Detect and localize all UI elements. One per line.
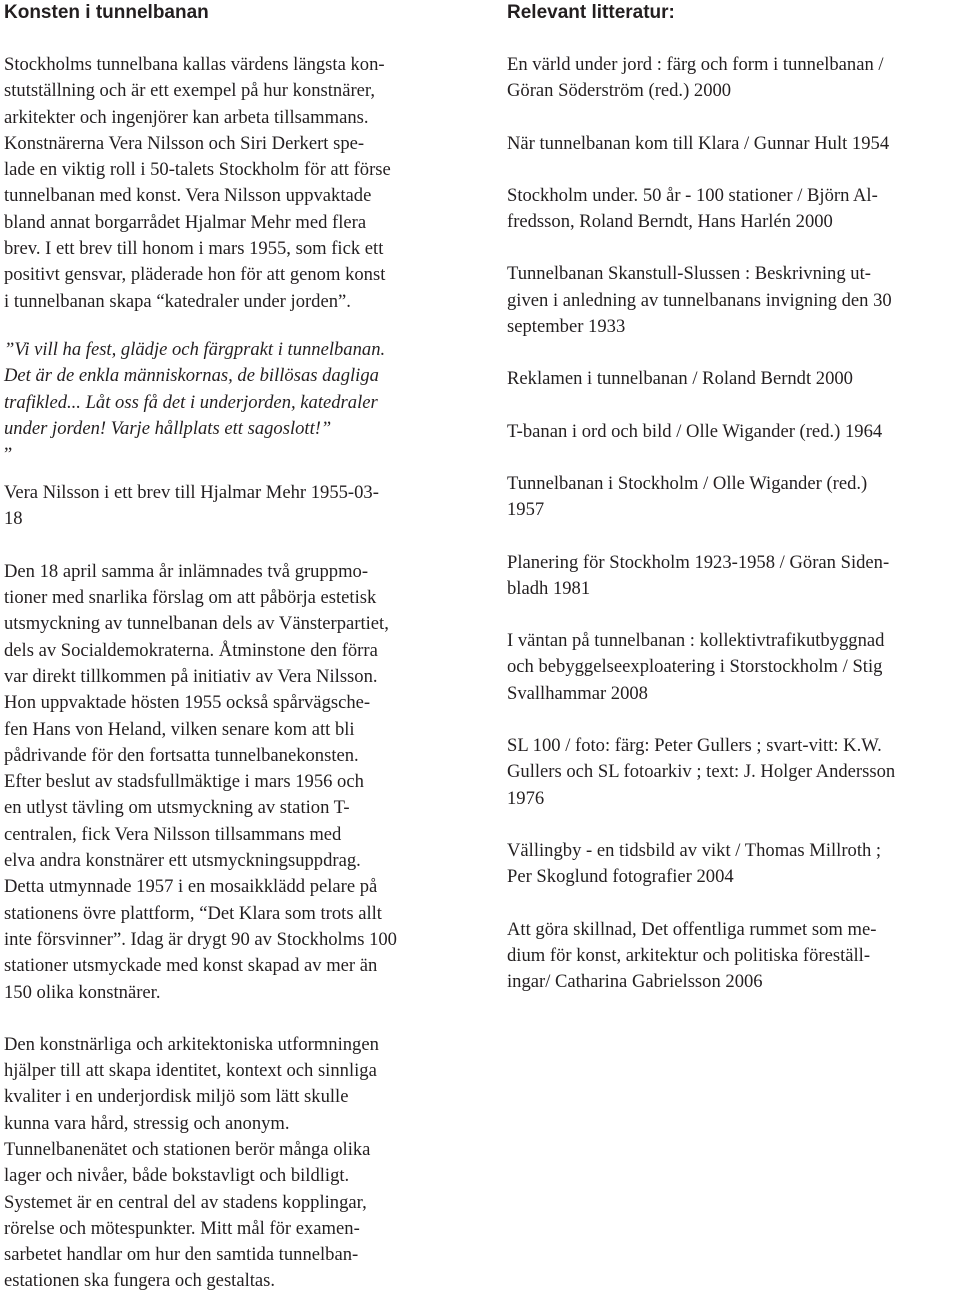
text-line: Hon uppvaktade hösten 1955 också spårvägsche- [4,692,371,714]
right-column [507,0,957,1021]
reference-line: Svallhammar 2008 [507,682,648,704]
text-line: hjälper till att skapa identitet, kontext och sinnliga [4,1060,377,1082]
reference-line: T-banan i ord och bild / Olle Wigander (red.) 1964 [507,420,883,442]
reference-line: bladh 1981 [507,577,591,599]
reference-list [507,52,957,995]
reference-item [507,733,957,812]
quote-block [4,337,474,442]
text-line: trafikled... Låt oss få det i underjorden, katedraler [4,391,378,413]
reference-item [507,628,957,707]
reference-line: Att göra skillnad, Det offentliga rummet som me- [507,918,877,940]
reference-line: Vällingby - en tidsbild av vikt / Thomas Millroth ; [507,839,882,861]
reference-line: ingar/ Catharina Gabrielsson 2006 [507,971,763,993]
text-line: Detta utmynnade 1957 i en mosaikklädd pelare på [4,876,378,898]
text-line: kvaliter i en underjordisk miljö som lätt skulle [4,1086,349,1108]
text-line: fen Hans von Heland, vilken senare kom att bli [4,718,355,740]
reference-line: given i anledning av tunnelbanans invigning den 30 [507,289,892,311]
reference-line: Planering för Stockholm 1923-1958 / Göran Siden- [507,551,890,573]
section-heading-art: Konsten i tunnelbanan [4,2,209,23]
text-line: ”Vi vill ha fest, glädje och färgprakt i tunnelbanan. [4,338,386,360]
reference-line: En värld under jord : färg och form i tunnelbanan / [507,54,884,75]
text-line: Efter beslut av stadsfullmäktige i mars 1956 och [4,771,364,793]
text-line: rörelse och mötespunkter. Mitt mål för examen- [4,1217,360,1239]
quote-attribution [4,480,474,533]
reference-line: Reklamen i tunnelbanan / Roland Berndt 2000 [507,368,853,390]
reference-line: I väntan på tunnelbanan : kollektivtrafikutbyggnad [507,630,885,652]
reference-line: Per Skoglund fotografier 2004 [507,866,734,888]
design-paragraph [4,1032,474,1295]
reference-item [507,52,957,105]
reference-line: Tunnelbanan i Stockholm / Olle Wigander (red.) [507,472,868,494]
text-line: sarbetet handlar om hur den samtida tunnelban- [4,1244,359,1266]
reference-line: Tunnelbanan Skanstull-Slussen : Beskrivning ut- [507,263,871,285]
text-line: var direkt tillkommen på initiativ av Vera Nilsson. [4,665,378,687]
reference-line: dium för konst, arkitektur och politiska föreställ- [507,944,871,966]
reference-line: 1957 [507,499,545,521]
section-heading-literature: Relevant litteratur: [507,2,675,23]
history-paragraph [4,559,474,1006]
text-line: elva andra konstnärer ett utsmyckningsuppdrag. [4,850,361,872]
reference-line: SL 100 / foto: färg: Peter Gullers ; svart-vitt: K.W. [507,735,882,757]
reference-item [507,183,957,236]
text-line: pådrivande för den fortsatta tunnelbanekonsten. [4,744,359,766]
reference-item [507,550,957,603]
text-line: under jorden! Varje hållplats ett sagoslott!” [4,417,332,439]
reference-line: september 1933 [507,316,626,338]
text-line: stutställning och är ett exempel på hur konstnärer, [4,80,376,102]
reference-line: Stockholm under. 50 år - 100 stationer / Björn Al- [507,184,878,206]
text-line: 18 [4,508,23,530]
text-line: lade en viktig roll i 50-talets Stockholm för att förse [4,159,391,181]
left-column [4,0,474,1295]
text-line: positivt gensvar, pläderade hon för att genom konst [4,264,386,286]
reference-item [507,131,957,157]
text-line: lager och nivåer, både bokstavligt och bildligt. [4,1165,350,1187]
text-line: Systemet är en central del av stadens kopplingar, [4,1191,367,1213]
reference-item [507,471,957,524]
text-line: inte försvinner”. Idag är drygt 90 av Stockholms 100 [4,928,397,950]
reference-item [507,838,957,891]
text-line: tunnelbanan med konst. Vera Nilsson uppvaktade [4,185,372,207]
reference-line: När tunnelbanan kom till Klara / Gunnar Hult 1954 [507,132,890,154]
text-line: kunna vara hård, stressig och anonym. [4,1112,290,1134]
text-line: Den konstnärliga och arkitektoniska utformningen [4,1033,379,1055]
text-line: Det är de enkla människornas, de billösas dagliga [4,365,379,387]
text-line: estationen ska fungera och gestaltas. [4,1270,276,1292]
reference-line: Göran Söderström (red.) 2000 [507,80,732,102]
text-line: stationer utsmyckade med konst skapad av mer än [4,955,378,977]
text-line: centralen, fick Vera Nilsson tillsammans med [4,823,342,845]
text-line: Stockholms tunnelbana kallas värdens längsta kon- [4,54,385,75]
text-line: en utlyst tävling om utsmyckning av station T- [4,797,350,819]
reference-item [507,261,957,340]
reference-line: fredsson, Roland Berndt, Hans Harlén 2000 [507,211,833,233]
quote-close-mark: ” [4,444,13,466]
intro-paragraph [4,52,474,315]
reference-item [507,419,957,445]
text-line: utsmyckning av tunnelbanan dels av Vänsterpartiet, [4,613,389,635]
text-line: stationens övre plattform, “Det Klara som trots allt [4,902,382,924]
reference-line: Gullers och SL fotoarkiv ; text: J. Holger Andersson [507,761,896,783]
reference-line: och bebyggelseexploatering i Storstockholm / Stig [507,656,883,678]
text-line: tioner med snarlika förslag om att påbörja estetisk [4,587,377,609]
text-line: arkitekter och ingenjörer kan arbeta tillsammans. [4,106,369,128]
text-line: dels av Socialdemokraterna. Åtminstone den förra [4,639,378,661]
text-line: Tunnelbanenätet och stationen berör många olika [4,1138,371,1160]
text-line: bland annat borgarrådet Hjalmar Mehr med flera [4,211,367,233]
reference-item [507,917,957,996]
text-line: i tunnelbanan skapa “katedraler under jorden”. [4,290,351,312]
text-line: brev. I ett brev till honom i mars 1955, som fick ett [4,238,384,260]
text-line: Konstnärerna Vera Nilsson och Siri Derkert spe- [4,132,365,154]
reference-line: 1976 [507,787,545,809]
text-line: Vera Nilsson i ett brev till Hjalmar Mehr 1955-03- [4,482,379,504]
text-line: Den 18 april samma år inlämnades två gruppmo- [4,560,369,582]
text-line: 150 olika konstnärer. [4,981,161,1003]
reference-item [507,366,957,392]
